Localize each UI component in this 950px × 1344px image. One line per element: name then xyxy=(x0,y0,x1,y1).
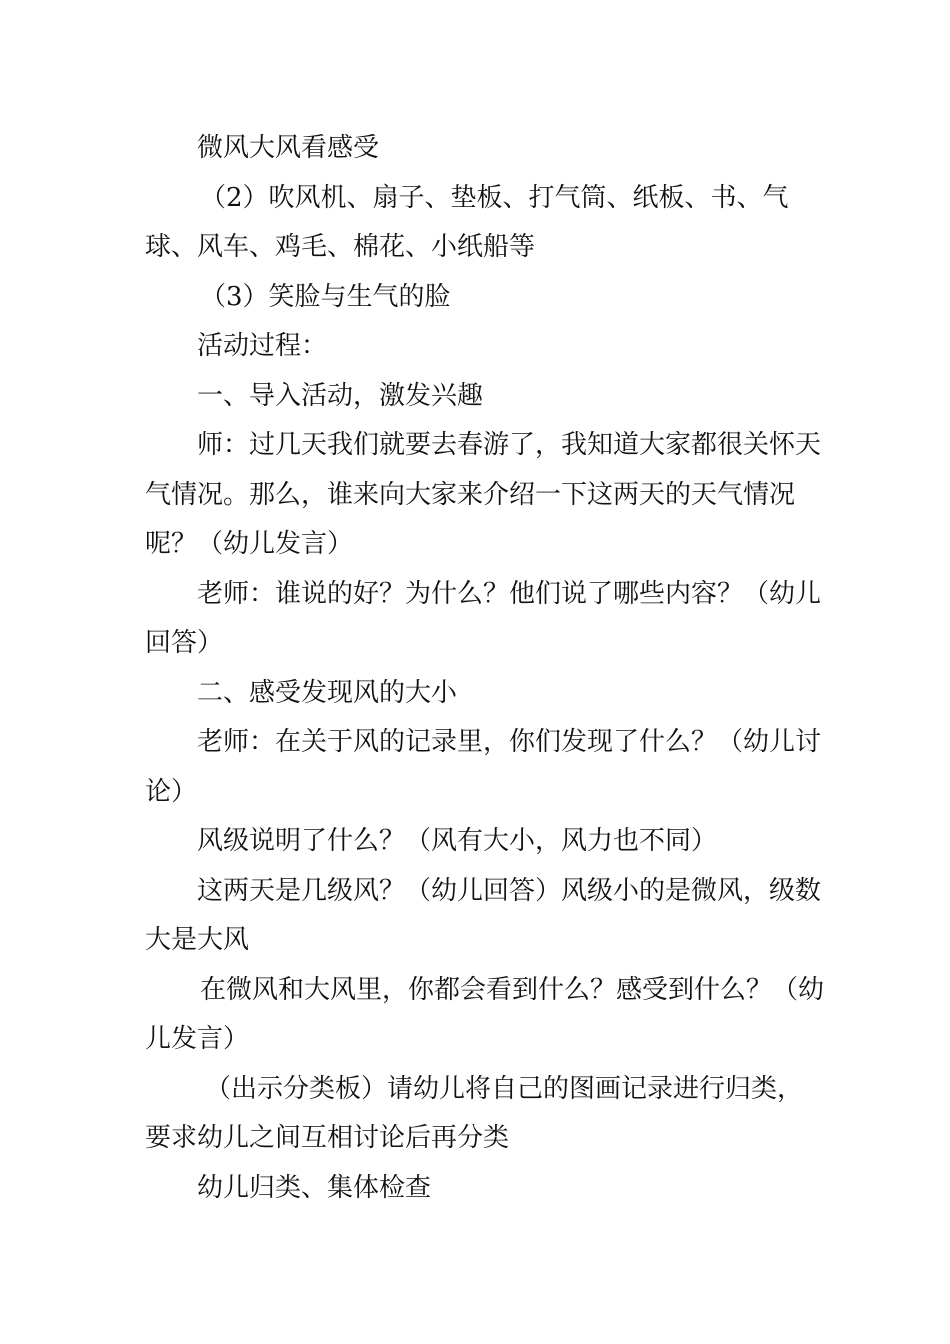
paragraph-13: （出示分类板）请幼儿将自己的图画记录进行归类，要求幼儿之间互相讨论后再分类 xyxy=(145,1073,804,1153)
paragraph-14: 幼儿归类、集体检查 xyxy=(197,1172,432,1203)
paragraph-12: 在微风和大风里，你都会看到什么？感受到什么？（幼儿发言） xyxy=(145,974,825,1054)
paragraph-1: 微风大风看感受 xyxy=(197,133,380,163)
paragraph-10: 风级说明了什么？（风有大小，风力也不同） xyxy=(197,826,718,856)
paragraph-11: 这两天是几级风？（幼儿回答）风级小的是微风，级数大是大风 xyxy=(145,875,822,955)
paragraph-9: 老师：在关于风的记录里，你们发现了什么？（幼儿讨论） xyxy=(145,727,822,807)
paragraph-2: （2）吹风机、扇子、垫板、打气筒、纸板、书、气球、风车、鸡毛、棉花、小纸船等 xyxy=(145,182,789,262)
document-body xyxy=(145,124,825,1213)
paragraph-8: 二、感受发现风的大小 xyxy=(197,677,458,708)
paragraph-4: 活动过程： xyxy=(197,331,328,361)
paragraph-5: 一、导入活动，激发兴趣 xyxy=(197,380,484,411)
paragraph-6: 师：过几天我们就要去春游了，我知道大家都很关怀天气情况。那么，谁来向大家来介绍一下这两天的天气情况呢？（幼儿发言） xyxy=(145,430,822,559)
paragraph-7: 老师：谁说的好？为什么？他们说了哪些内容？（幼儿回答） xyxy=(145,578,822,658)
paragraph-3: （3）笑脸与生气的脸 xyxy=(200,281,451,312)
